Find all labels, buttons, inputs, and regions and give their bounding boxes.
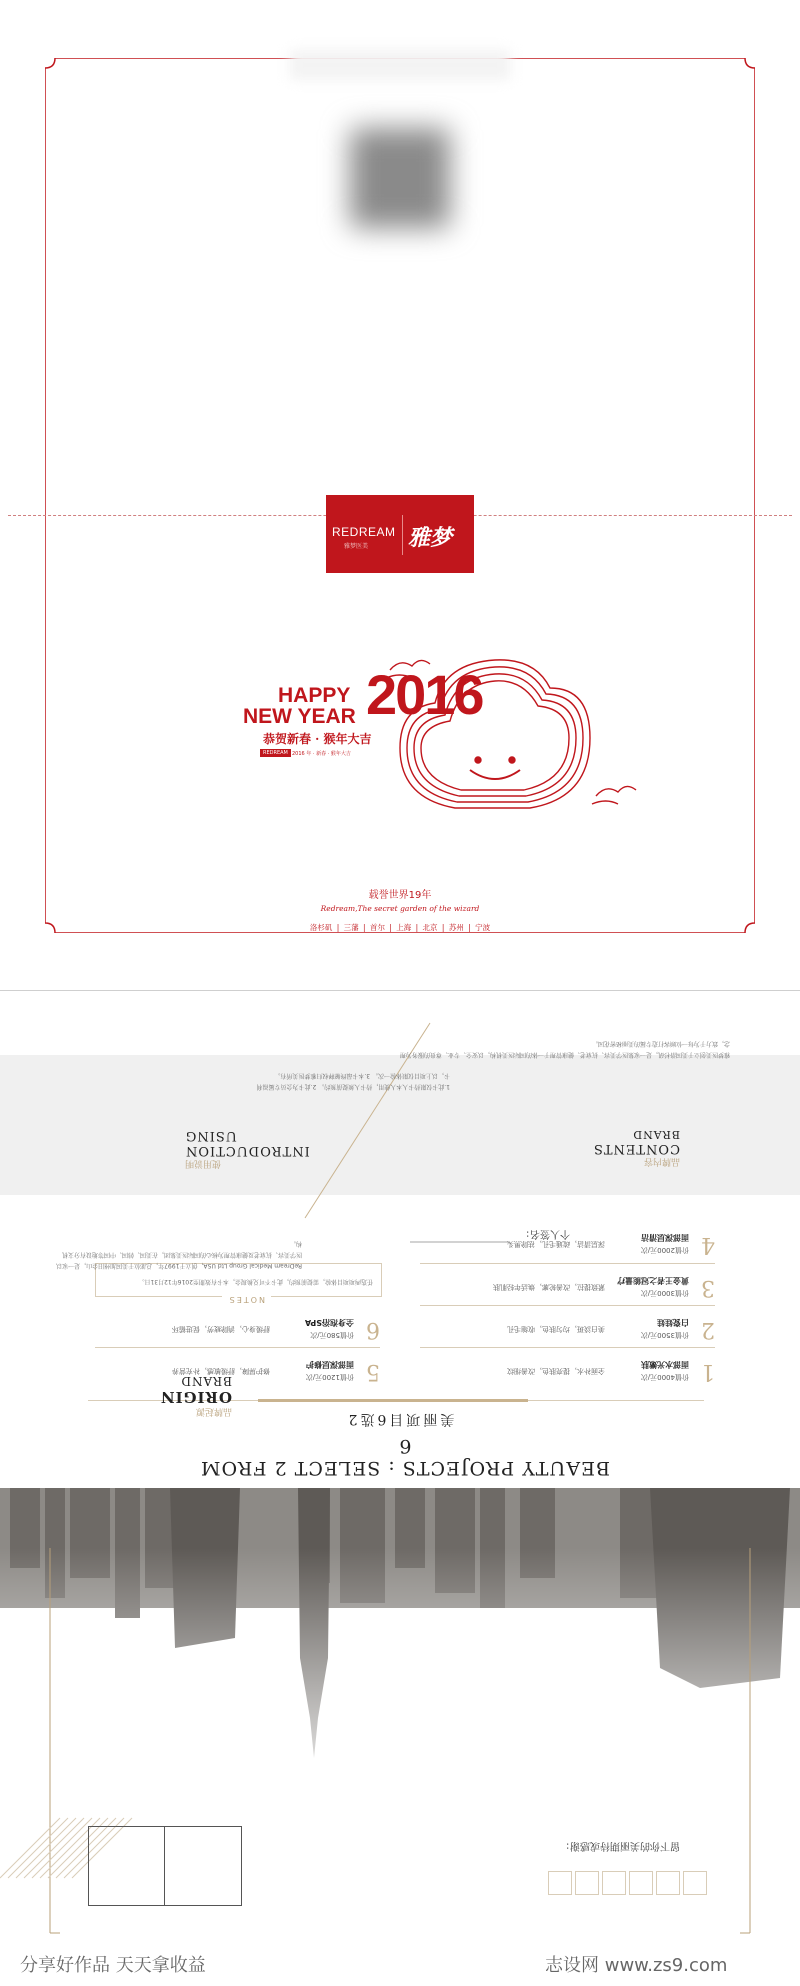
beauty-title-cn: 美丽项目6选2 [345, 1411, 455, 1427]
usage-header [185, 1128, 325, 1171]
watermark-right: 志设网 www.zs9.com [545, 1955, 728, 1976]
brand-logo-block [326, 495, 474, 573]
origin-cn: 品牌起源 [195, 1406, 232, 1416]
zip-box[interactable] [629, 1871, 653, 1895]
slogan-en: Redream,The secret garden of the wizard [320, 904, 480, 913]
watermark-footer [0, 1943, 800, 1986]
greeting-cn: 恭贺新春 · 猴年大吉 [263, 732, 372, 746]
blurred-logo [350, 128, 450, 228]
origin-text: ReDream Medical Group Ltd USA，创立于1997年，总部位于美国加州旧金山，是一家以医学美容、抗衰老及健康管理为核心的国际医美集团，在美国、韩国、中国等地设有分支机构。 [56, 1240, 302, 1269]
project-name: 黄金王者之冠能量疗 [617, 1276, 689, 1285]
usage-title-1: USING [185, 1128, 237, 1143]
inside-card [0, 998, 800, 1943]
year-2016: 2016 [366, 663, 483, 726]
project-divider [420, 1305, 715, 1306]
project-price: 价值2000元/次 [640, 1246, 689, 1254]
project-1 [420, 1350, 715, 1386]
notes-text: 任选两项项目体验，需提前预约，此卡不可兑换现金，本卡有效期至2016年12月31日。 [138, 1278, 373, 1285]
origin-title-1: BRAND [180, 1374, 232, 1388]
signature-label: 个人签名： [520, 1228, 570, 1239]
beauty-title-en: BEAUTY PROJECTS : SELECT 2 FROM 6 [200, 1435, 610, 1479]
project-desc: 紧致提拉，改善轮廓，焕活年轻肌肤 [493, 1283, 605, 1291]
project-number: 5 [366, 1359, 380, 1384]
project-number: 3 [701, 1275, 715, 1300]
project-price: 价值3000元/次 [640, 1289, 689, 1297]
project-desc: 舒缓身心，消除疲劳，促进循环 [172, 1325, 270, 1333]
zip-box[interactable] [602, 1871, 626, 1895]
project-divider [420, 1347, 715, 1348]
project-2 [420, 1308, 715, 1344]
brand-name-cn: 雅梦医美 [344, 543, 369, 550]
blurred-banner [290, 50, 510, 80]
zip-box[interactable] [683, 1871, 707, 1895]
usage-text: 1.此卡仅限持卡人本人使用，持卡人须提前预约。 2.此卡为会员专属福利卡，以上项目仅限体验一次。 3.本卡最终解释权归雅梦医美所有。 [256, 1072, 450, 1090]
project-3 [420, 1266, 715, 1302]
project-price: 价值4000元/次 [640, 1373, 689, 1381]
contents-header [570, 1128, 680, 1169]
brand-divider [402, 515, 403, 555]
greeting-badge-text: 2016 年 · 新春 · 猴年大吉 [292, 751, 351, 757]
slogan-cn: 载誉世界19年 [368, 890, 432, 901]
project-desc: 修护屏障，舒缓敏感，补充营养 [172, 1367, 270, 1375]
project-name: 面部深层清洁 [641, 1233, 689, 1242]
watermark-left: 分享好作品 天天拿收益 [20, 1955, 206, 1976]
project-price: 价值580元/次 [310, 1331, 354, 1339]
project-name: 面部水光嫩肤 [641, 1360, 689, 1369]
project-price: 价值1200元/次 [305, 1373, 354, 1381]
zip-box[interactable] [656, 1871, 680, 1895]
zip-box[interactable] [575, 1871, 599, 1895]
project-divider [420, 1263, 715, 1264]
project-number: 4 [701, 1232, 715, 1257]
usage-title-2: INTRODUCTION [185, 1143, 310, 1158]
project-price: 价值3500元/次 [640, 1331, 689, 1339]
project-desc: 美白淡斑，均匀肤色，收缩毛孔 [507, 1325, 605, 1333]
project-name: 全身泡浴SPA [304, 1318, 354, 1327]
project-6 [95, 1308, 380, 1344]
origin-header [112, 1374, 232, 1419]
usage-cn: 使用说明 [185, 1158, 222, 1168]
project-number: 1 [701, 1359, 715, 1384]
project-desc: 深层清洁，疏通毛孔，祛除黑头 [507, 1240, 605, 1248]
zip-box[interactable] [548, 1871, 572, 1895]
notes-tag: NOTES [222, 1295, 271, 1304]
contents-title-2: CONTENTS [592, 1141, 680, 1156]
project-number: 6 [366, 1317, 380, 1342]
project-number: 2 [701, 1317, 715, 1342]
stamp-area [88, 1826, 242, 1906]
cover-card [0, 0, 800, 991]
happy-text: HAPPY [278, 684, 351, 707]
project-divider [95, 1347, 380, 1348]
signature-line [410, 1241, 510, 1243]
project-name: 白瓷娃娃 [657, 1318, 689, 1327]
city-list: 洛杉矶 | 三藩 | 首尔 | 上海 | 北京 | 苏州 | 宁波 [309, 923, 491, 932]
project-desc: 全面补水，提亮肤色，改善细纹 [507, 1367, 605, 1375]
contents-cn: 品牌内容 [643, 1156, 680, 1166]
project-name: 面部深层修护 [306, 1360, 354, 1369]
brand-calligraphy: 雅梦 [408, 525, 453, 551]
new-year-emblem [240, 648, 800, 818]
new-year-text: NEW YEAR [243, 705, 356, 728]
stamp-divider [164, 1827, 165, 1905]
wish-label: 留下你的美丽期待或感谢： [560, 1840, 680, 1851]
contents-text: 雅梦医美创立于美国洛杉矶，是一家集医学美容、抗衰老、健康管理于一体的国际医美机构，以安全、专业、尊贵的服务为理念，致力于为每一位顾客打造专属的美丽秘密花园。 [399, 1040, 730, 1058]
brand-name: REDREAM [332, 525, 396, 539]
greeting-badge: REDREAM [260, 749, 291, 757]
contents-title-1: BRAND [632, 1128, 680, 1141]
origin-title-2: ORIGIN [159, 1388, 232, 1406]
